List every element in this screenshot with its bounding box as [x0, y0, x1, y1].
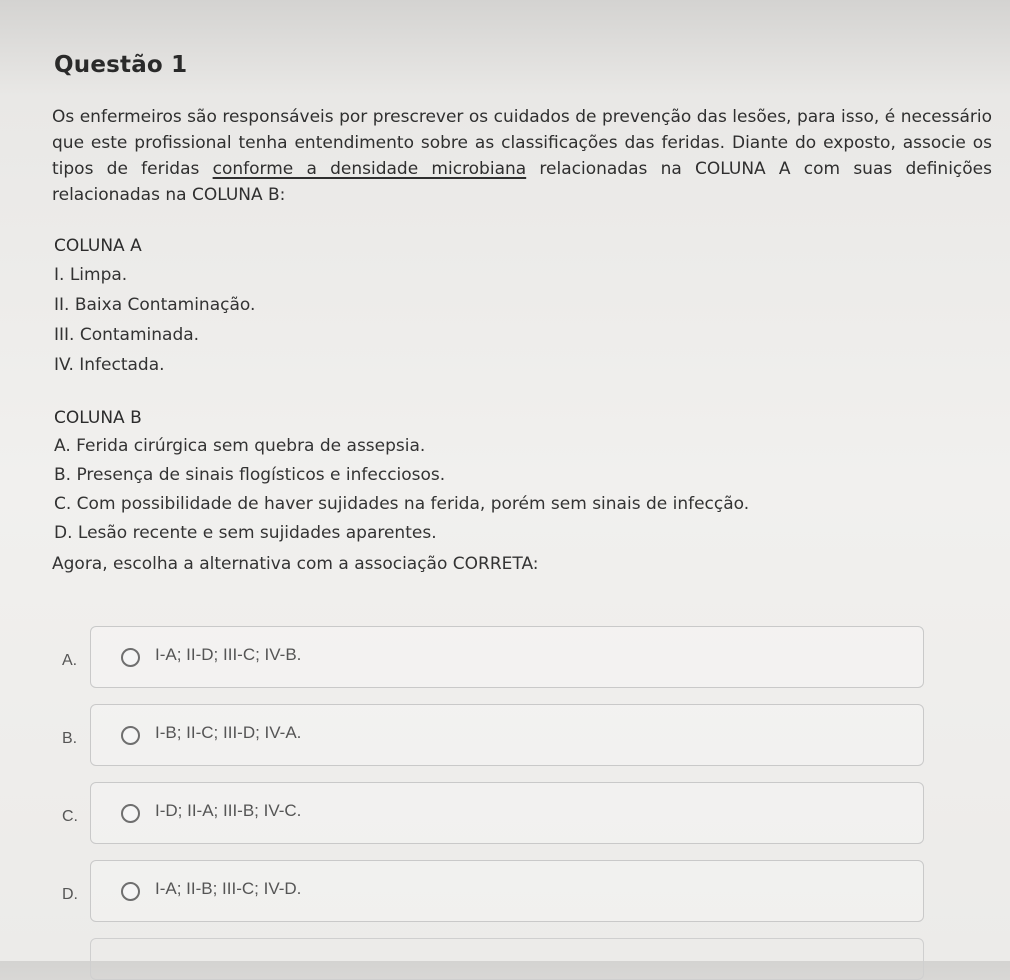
column-b-list: [52, 432, 992, 548]
column-b-item: D. Lesão recente e sem sujidades aparentes.: [54, 523, 437, 543]
column-a-item: I. Limpa.: [54, 265, 128, 285]
radio-icon[interactable]: [121, 804, 140, 823]
question-container: [52, 52, 992, 578]
option-text: I-A; II-B; III-C; IV-D.: [155, 879, 302, 898]
column-b-item: B. Presença de sinais flogísticos e infecciosos.: [54, 465, 446, 485]
next-option-box-partial: [90, 938, 924, 980]
option-row-a: [52, 618, 932, 696]
option-text: I-D; II-A; III-B; IV-C.: [155, 801, 302, 820]
column-a-heading: COLUNA A: [54, 236, 142, 256]
option-row-c: [52, 774, 932, 852]
statement-text: Os enfermeiros são responsáveis por prescrever os cuidados de prevenção das lesões, para isso, é necessário que este profissional tenha entendimento sobre as classificações das feridas. Diante do exposto, associe os tipos de feridas: [52, 107, 992, 179]
column-b-heading: COLUNA B: [54, 408, 142, 428]
column-a-item: II. Baixa Contaminação.: [54, 295, 256, 315]
radio-icon[interactable]: [121, 882, 140, 901]
column-a-item: IV. Infectada.: [54, 355, 165, 375]
option-letter: C.: [62, 808, 78, 825]
answer-prompt: Agora, escolha a alternativa com a associação CORRETA:: [52, 554, 539, 574]
radio-icon[interactable]: [121, 726, 140, 745]
option-letter: B.: [62, 730, 78, 747]
column-b-item: A. Ferida cirúrgica sem quebra de assepsia.: [54, 436, 426, 456]
radio-icon[interactable]: [121, 648, 140, 667]
option-c-button[interactable]: [90, 782, 924, 844]
option-letter: A.: [62, 652, 78, 669]
column-b-item: C. Com possibilidade de haver sujidades na ferida, porém sem sinais de infecção.: [54, 494, 750, 514]
question-title: Questão 1: [54, 52, 188, 78]
answer-options: [52, 618, 932, 930]
option-letter: D.: [62, 886, 78, 903]
statement-text-end: relacionadas na COLUNA A com suas definições relacionadas na COLUNA B:: [52, 159, 992, 205]
option-row-b: [52, 696, 932, 774]
question-statement: [52, 104, 992, 208]
option-text: I-A; II-D; III-C; IV-B.: [155, 645, 302, 664]
column-a-item: III. Contaminada.: [54, 325, 200, 345]
option-b-button[interactable]: [90, 704, 924, 766]
option-row-d: [52, 852, 932, 930]
option-text: I-B; II-C; III-D; IV-A.: [155, 723, 302, 742]
option-a-button[interactable]: [90, 626, 924, 688]
option-d-button[interactable]: [90, 860, 924, 922]
column-a-list: [52, 260, 992, 380]
statement-underlined-text: conforme a densidade microbiana: [212, 159, 527, 179]
